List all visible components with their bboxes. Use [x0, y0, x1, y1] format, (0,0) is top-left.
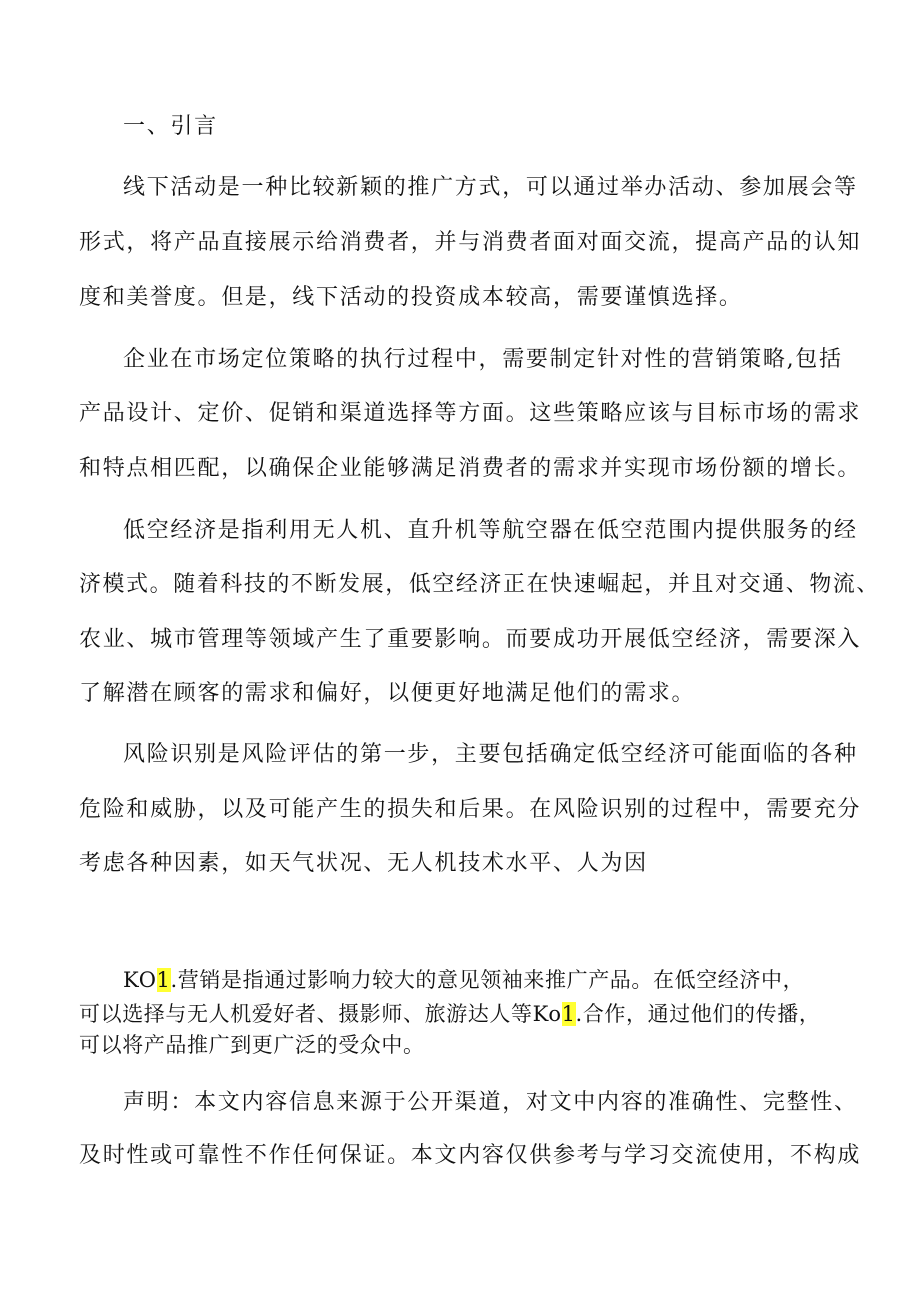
paragraph-line: 危险和威胁，以及可能产生的损失和后果。在风险识别的过程中，需要充分	[79, 797, 862, 822]
paragraph-line: 度和美誉度。但是，线下活动的投资成本较高，需要谨慎选择。	[79, 285, 743, 310]
paragraph-line: 风险识别是风险评估的第一步，主要包括确定低空经济可能面临的各种	[123, 742, 858, 767]
highlighted-text: 1	[561, 1002, 576, 1026]
paragraph-line: 线下活动是一种比较新颖的推广方式，可以通过举办活动、参加展会等	[123, 175, 858, 200]
paragraph-line: 考虑各种因素，如天气状况、无人机技术水平、人为因	[79, 851, 648, 876]
paragraph-line	[79, 1000, 820, 1028]
paragraph-line: 企业在市场定位策略的执行过程中，需要制定针对性的营销策略,包括	[123, 347, 843, 372]
paragraph-line: 低空经济是指利用无人机、直升机等航空器在低空范围内提供服务的经	[123, 518, 858, 543]
paragraph-line: 农业、城市管理等领域产生了重要影响。而要成功开展低空经济，需要深入	[79, 627, 862, 652]
paragraph-line: 可以将产品推广到更广泛的受众中。	[79, 1033, 425, 1057]
text-run: .合作，通过他们的传播，	[575, 1002, 821, 1026]
paragraph-line: 声明：本文内容信息来源于公开渠道，对文中内容的准确性、完整性、	[123, 1090, 858, 1115]
paragraph-line: 济模式。随着科技的不断发展，低空经济正在快速崛起，并且对交通、物流、	[79, 572, 880, 597]
paragraph-line: 了解潜在顾客的需求和偏好，以便更好地满足他们的需求。	[79, 681, 696, 706]
section-heading: 一、引言	[123, 114, 218, 139]
highlighted-text: 1	[156, 968, 171, 992]
paragraph-line: 及时性或可靠性不作任何保证。本文内容仅供参考与学习交流使用，不构成	[79, 1143, 862, 1168]
text-run: 可以选择与无人机爱好者、摄影师、旅游达人等Ko	[79, 1002, 562, 1026]
paragraph-line: 和特点相匹配，以确保企业能够满足消费者的需求并实现市场份额的增长。	[79, 456, 862, 481]
text-run: KO	[123, 968, 157, 992]
paragraph-line: 产品设计、定价、促销和渠道选择等方面。这些策略应该与目标市场的需求	[79, 401, 862, 426]
paragraph-line: 形式，将产品直接展示给消费者，并与消费者面对面交流，提高产品的认知	[79, 230, 862, 255]
paragraph-line	[123, 966, 804, 994]
text-run: .营销是指通过影响力较大的意见领袖来推广产品。在低空经济中，	[170, 968, 805, 992]
